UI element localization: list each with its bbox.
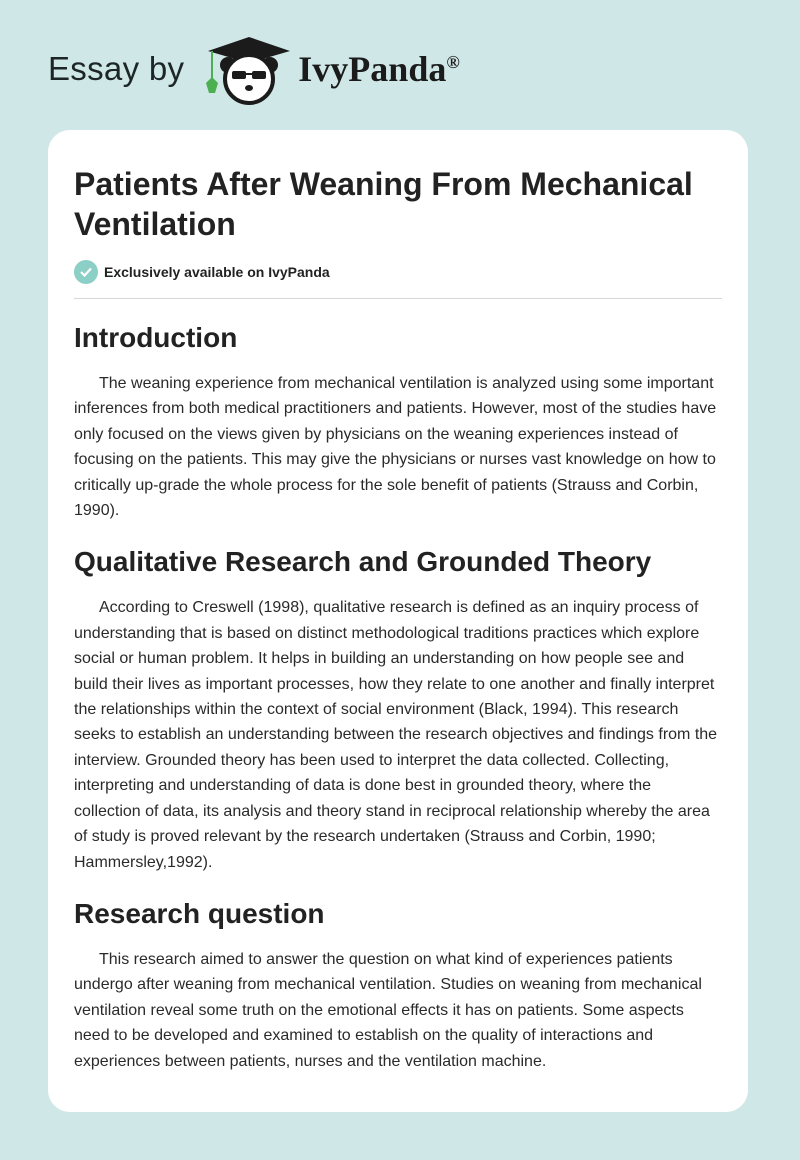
panda-logo-icon[interactable] (204, 33, 294, 105)
section-heading: Qualitative Research and Grounded Theory (74, 546, 652, 578)
registered-mark: ® (446, 52, 460, 72)
exclusive-badge (74, 260, 722, 284)
section-heading: Research question (74, 897, 325, 929)
brand-text: IvyPanda (298, 49, 447, 89)
divider (74, 298, 722, 299)
check-icon (74, 260, 98, 284)
article-title: Patients After Weaning From Mechanical Ventilation (74, 166, 693, 242)
site-header (48, 34, 460, 104)
section-paragraph: According to Creswell (1998), qualitative research is defined as an inquiry process of understanding that is based on distinct methodological traditions practices which explore social or human problem. It helps in building an understanding on how people see and build their lives as important processes, how they relate to one another and finally interpret the relationships within the context of social environment (Black, 1994). This research seeks to establish an understanding between the research objectives and findings from the interview. Grounded theory has been used to interpret the data collected. Collecting, interpreting and understanding of data is done best in grounded theory, where the collection of data, its analysis and theory stand in reciprocal relationship whereby the area of study is proved relevant by the research undertaken (Strauss and Corbin, 1990; Hammersley,1992). (74, 599, 718, 871)
brand-name[interactable] (298, 48, 460, 90)
section-heading: Introduction (74, 322, 238, 353)
badge-text: Exclusively available on IvyPanda (104, 264, 330, 280)
section-paragraph: This research aimed to answer the question on what kind of experiences patients undergo after weaning from mechanical ventilation. Studies on weaning from mechanical ventilation reveal some truth on the emotional effects it has on patients. Some aspects need to be developed and examined to establish on the quality of interactions and experiences between patients, nurses and the ventilation machine. (74, 950, 702, 1070)
essay-by-label: Essay by (48, 50, 185, 87)
section-paragraph: The weaning experience from mechanical ventilation is analyzed using some important inferences from both medical practitioners and patients. However, most of the studies have only focused on the views given by physicians on the weaning experiences instead of focusing on the patients. This may give the physicians or nurses vast knowledge on how to critically up-grade the whole process for the sole benefit of patients (Strauss and Corbin, 1990). (74, 375, 717, 520)
article-card (48, 130, 748, 1112)
